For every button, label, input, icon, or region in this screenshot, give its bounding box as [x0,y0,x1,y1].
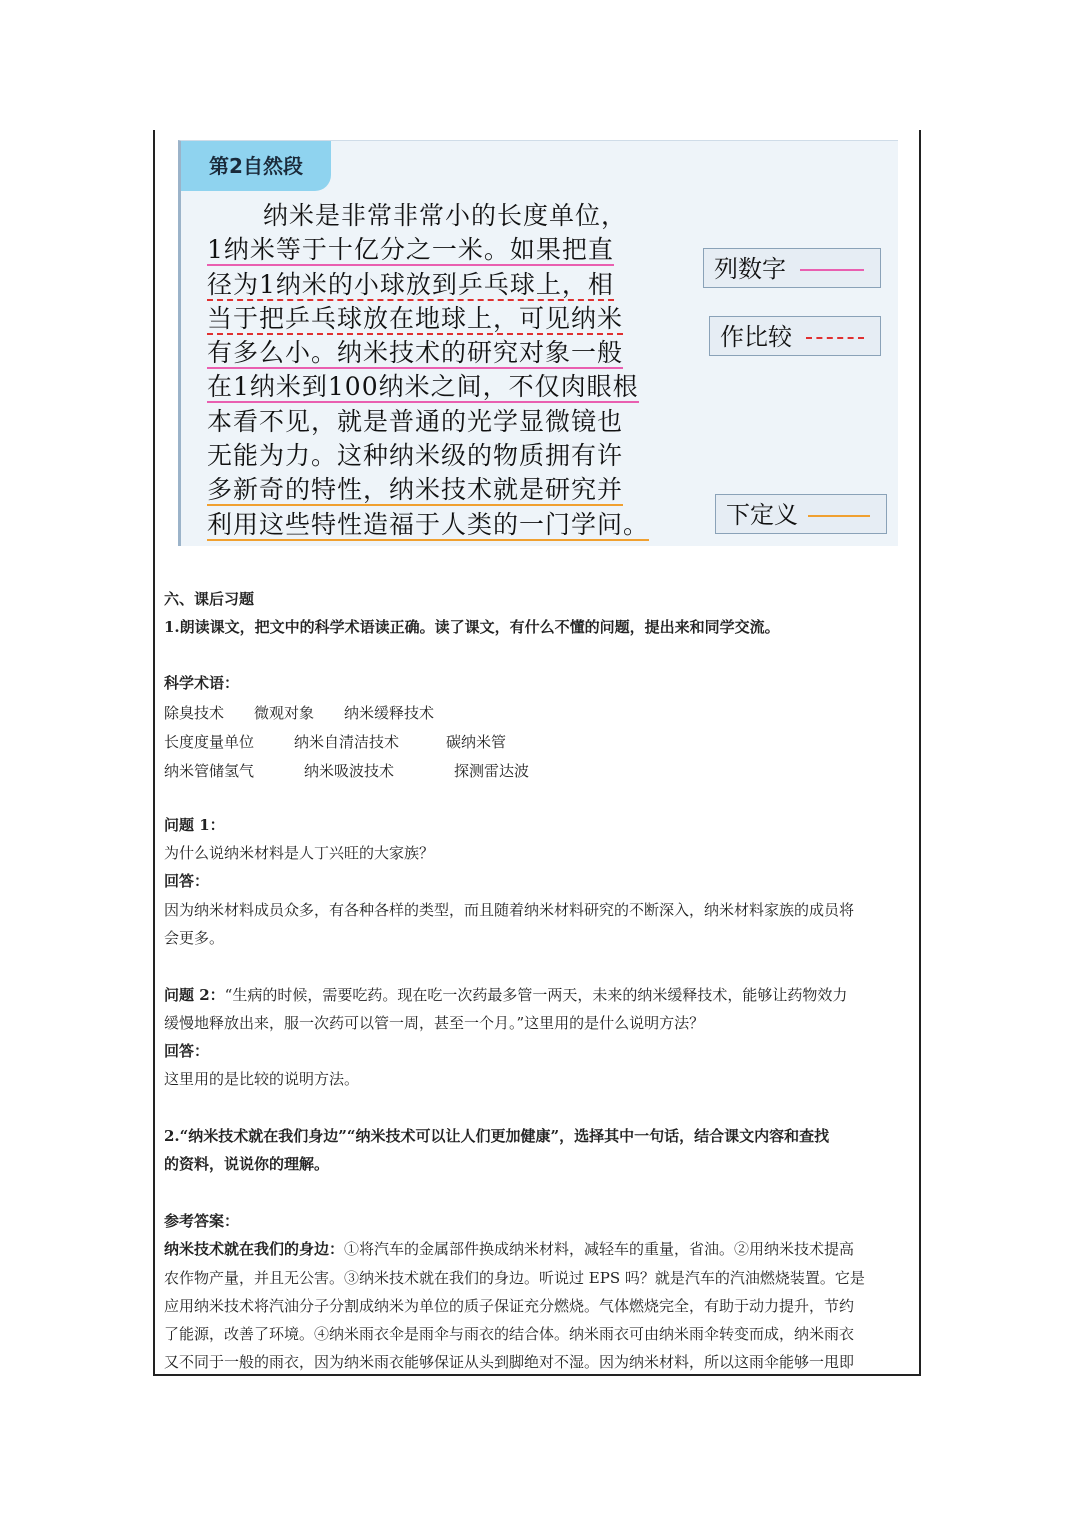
question-1: 1.朗读课文，把文中的科学术语读正确。读了课文，有什么不懂的问题，提出来和同学交流。 [164,618,780,636]
text-line: 径为1纳米的小球放到乒乓球上，相 [207,269,614,299]
paragraph-text [207,199,677,542]
text-line: 本看不见，就是普通的光学显微镜也 [207,406,624,436]
text-line: 当于把乒乓球放在地球上，可见纳米 [207,303,624,333]
text-line: 无能为力。这种纳米级的物质拥有许 [207,441,624,471]
exercise-2-line1: 2.“纳米技术就在我们身边”“纳米技术可以让人们更加健康”，选择其中一句话，结合课文内容和查找 [164,1127,830,1145]
label-define: 下定义 [715,494,887,534]
reference-line-4: 了能源，改善了环境。④纳米雨衣伞是雨伞与雨衣的结合体。纳米雨衣可由纳米雨伞转变而成，纳米雨衣 [164,1325,855,1343]
question-text-1: 为什么说纳米材料是人丁兴旺的大家族？ [164,844,435,862]
text-line: 1纳米等于十亿分之一米。如果把直 [207,235,614,265]
terms-label: 科学术语： [164,674,240,692]
question-label-1: 问题 1： [164,816,225,834]
term: 除臭技术 [164,704,225,722]
answer-label-1: 回答： [164,872,210,890]
answer-label-2: 回答： [164,1042,210,1060]
question-text-2b: 缓慢地释放出来，服一次药可以管一周，甚至一个月。”这里用的是什么说明方法？ [164,1014,705,1032]
label-compare: 作比较 [709,316,881,356]
lesson-card [178,140,898,546]
text-line: 利用这些特性造福于人类的一门学问。 [207,509,650,539]
reference-label: 参考答案： [164,1212,240,1230]
pink-line-sample [800,269,864,271]
section-heading: 六、课后习题 [164,590,255,608]
term: 纳米缓释技术 [344,704,435,722]
reference-line-2: 农作物产量，并且无公害。③纳米技术就在我们的身边。听说过 EPS 吗？就是汽车的汽油燃烧装置。它是 [164,1269,865,1287]
term: 纳米管储氢气 [164,762,255,780]
question-text-2a: “生病的时候，需要吃药。现在吃一次药最多管一两天，未来的纳米缓释技术，能够让药物效力 [224,986,848,1004]
term: 长度度量单位 [164,733,255,751]
answer-text-1a: 因为纳米材料成员众多，有各种各样的类型，而且随着纳米材料研究的不断深入，纳米材料家族的成员将 [164,901,855,919]
answer-text-1b: 会更多。 [164,929,225,947]
term: 纳米吸波技术 [304,762,395,780]
term: 碳纳米管 [446,733,507,751]
term: 纳米自清洁技术 [294,733,400,751]
reference-line-1: 纳米技术就在我们的身边：①将汽车的金属部件换成纳米材料，减轻车的重量，省油。②用纳米技术提高 [164,1240,855,1258]
text-line: 有多么小。纳米技术的研究对象一般 [207,338,624,368]
question-2 [164,981,916,1009]
reference-line-5: 又不同于一般的雨衣，因为纳米雨衣能够保证从头到脚绝对不湿。因为纳米材料，所以这雨伞能够一甩即 [164,1353,855,1371]
text-line: 在1纳米到100纳米之间，不仅肉眼根 [207,372,639,402]
label-list-numbers: 列数字 [703,248,881,288]
text-line: 多新奇的特性，纳米技术就是研究并 [207,475,624,505]
red-dashed-line-sample [806,337,864,339]
question-label-2: 问题 2： [164,986,225,1004]
paragraph-tag: 第2自然段 [181,141,331,191]
orange-line-sample [808,515,870,517]
reference-lead: 纳米技术就在我们的身边： [164,1240,345,1258]
term: 探测雷达波 [454,762,530,780]
answer-text-2: 这里用的是比较的说明方法。 [164,1070,360,1088]
term: 微观对象 [254,704,315,722]
text-line: 纳米是非常非常小的长度单位， [263,201,628,230]
reference-line-3: 应用纳米技术将汽油分子分割成纳米为单位的质子保证充分燃烧。气体燃烧完全，有助于动力提升，节约 [164,1297,855,1315]
exercise-2-line2: 的资料，说说你的理解。 [164,1155,330,1173]
